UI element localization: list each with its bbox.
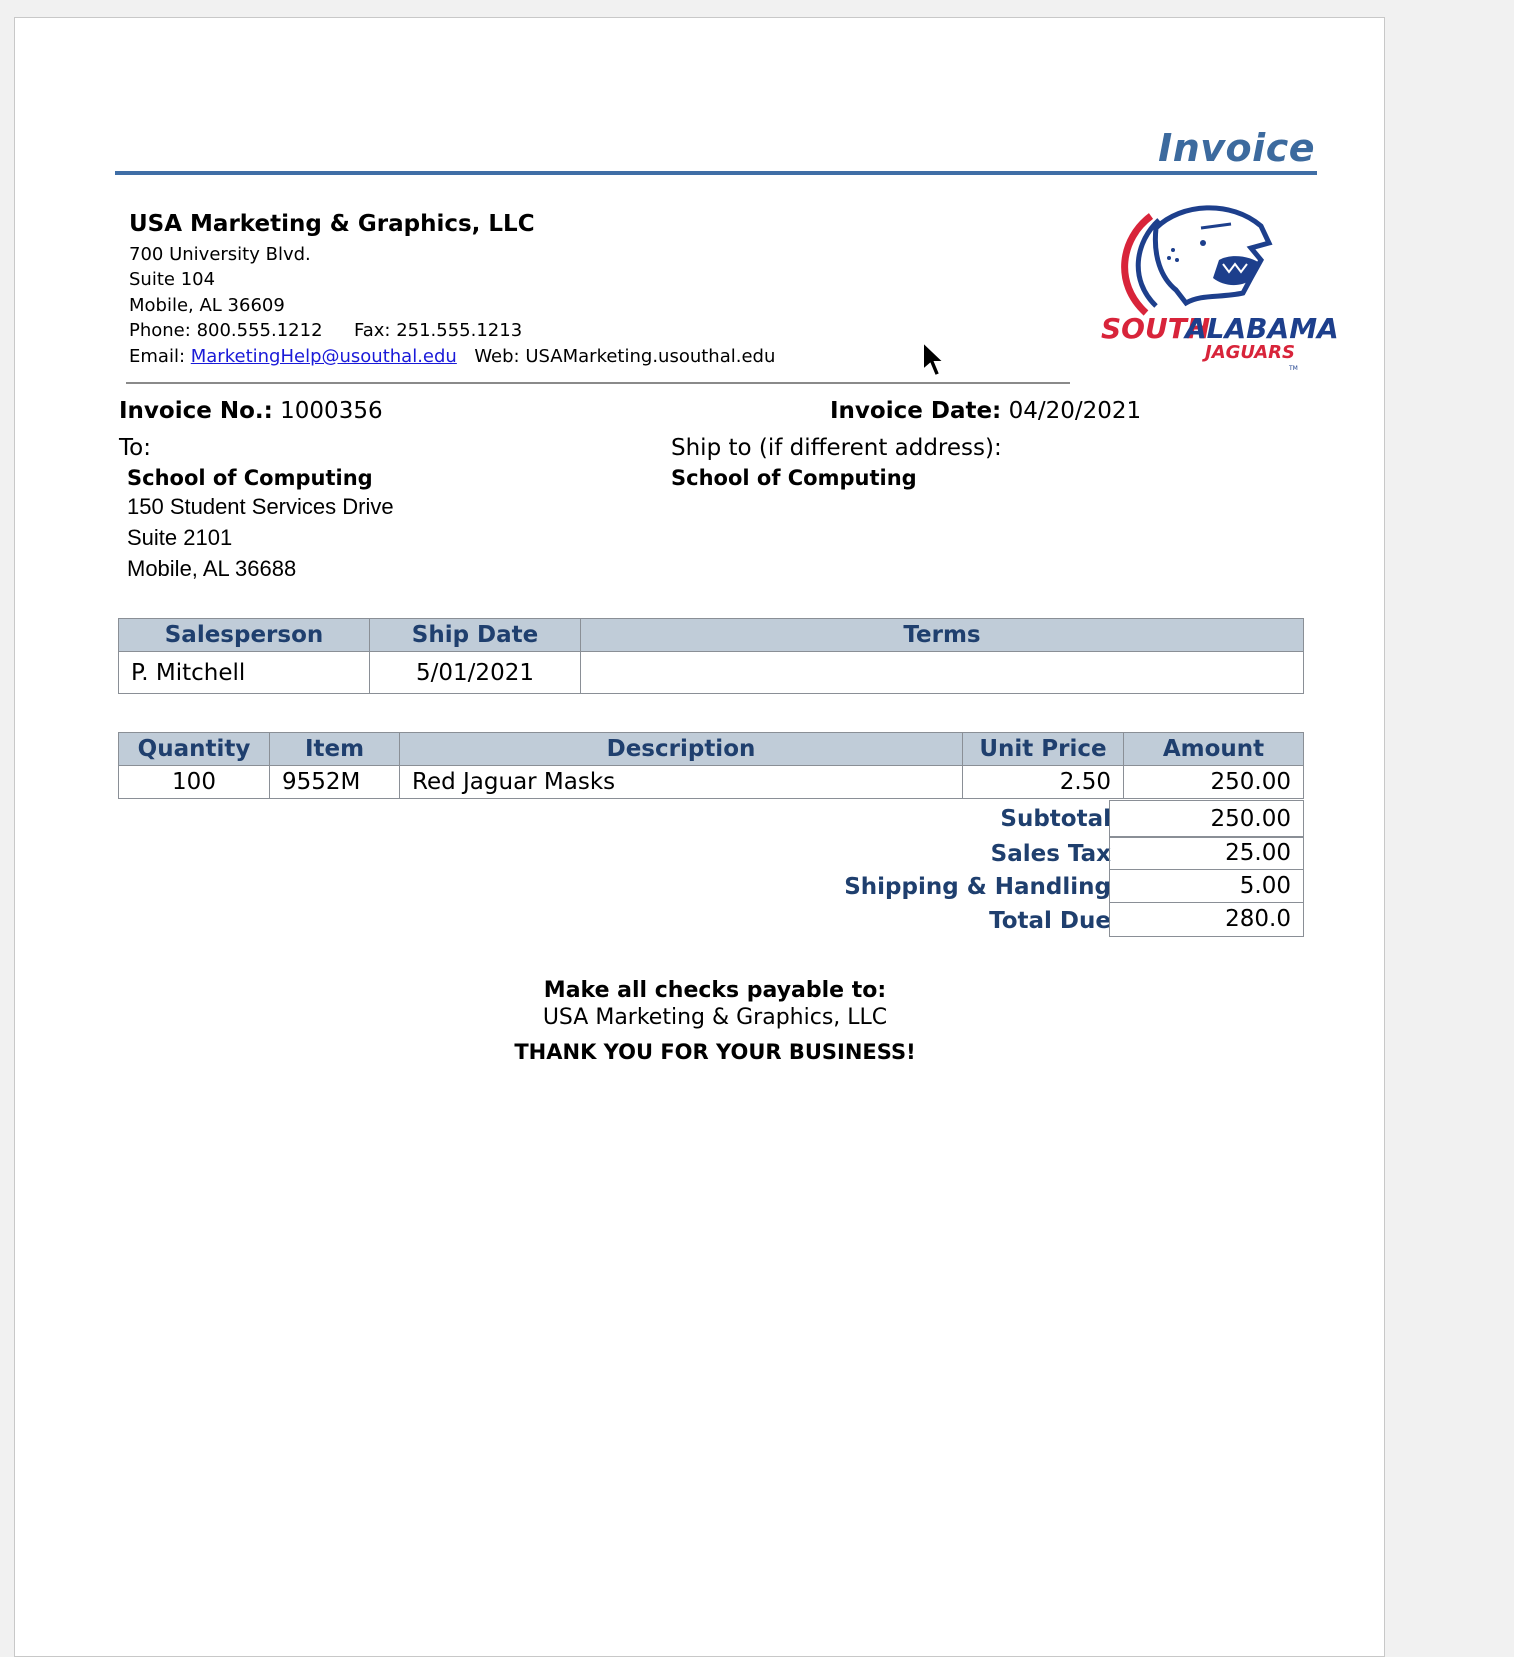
ship-date-value: 5/01/2021 (370, 652, 581, 694)
mouse-pointer-icon (921, 340, 947, 380)
web-address: USAMarketing.usouthal.edu (525, 346, 776, 367)
invoice-date-line (830, 398, 1141, 424)
terms-header: Terms (581, 619, 1304, 652)
quantity-cell: 100 (119, 766, 270, 799)
description-cell: Red Jaguar Masks (400, 766, 963, 799)
amount-cell: 250.00 (1124, 766, 1304, 799)
sales-tax-value: 25.00 (1109, 836, 1304, 870)
description-header: Description (400, 733, 963, 766)
ship-to-label: Ship to (if different address): (671, 435, 1002, 461)
email-link[interactable]: MarketingHelp@usouthal.edu (190, 346, 457, 367)
total-due-value: 280.0 (1109, 902, 1304, 937)
logo-text-south: SOUTH (1101, 312, 1211, 345)
bill-to-label: To: (119, 435, 151, 461)
payable-label: Make all checks payable to: (543, 978, 887, 1003)
company-phone-fax (129, 320, 522, 341)
bill-to-city: Mobile, AL 36688 (127, 556, 297, 581)
company-city: Mobile, AL 36609 (129, 295, 285, 316)
sender-rule (126, 382, 1070, 384)
company-address-line2: Suite 104 (129, 269, 216, 290)
total-due-label: Total Due (989, 908, 1111, 934)
company-name: USA Marketing & Graphics, LLC (129, 211, 535, 237)
ship-to-name: School of Computing (671, 466, 917, 490)
fax-label: Fax: (354, 320, 391, 341)
web-label: Web: (474, 346, 520, 367)
amount-header: Amount (1124, 733, 1304, 766)
table-row (119, 766, 1304, 799)
shipping-label: Shipping & Handling (844, 874, 1111, 900)
south-alabama-jaguars-logo (1101, 198, 1339, 378)
payable-to: USA Marketing & Graphics, LLC (542, 1005, 888, 1030)
unit-price-header: Unit Price (963, 733, 1124, 766)
phone-label: Phone: (129, 320, 191, 341)
subtotal-label: Subtotal (1000, 806, 1111, 832)
title-rule (115, 171, 1317, 175)
invoice-number-line (119, 398, 383, 424)
company-address-line1: 700 University Blvd. (129, 244, 311, 265)
bill-to-address1: 150 Student Services Drive (127, 494, 394, 519)
invoice-date-label: Invoice Date: (830, 398, 1002, 424)
thank-you-message: THANK YOU FOR YOUR BUSINESS! (514, 1040, 916, 1064)
order-info-table (118, 618, 1304, 694)
item-cell: 9552M (270, 766, 400, 799)
logo-text-alabama: ALABAMA (1185, 312, 1339, 345)
invoice-title: Invoice (1158, 126, 1315, 170)
sales-tax-label: Sales Tax (990, 841, 1111, 867)
subtotal-value: 250.00 (1109, 800, 1304, 838)
salesperson-header: Salesperson (119, 619, 370, 652)
email-label: Email: (129, 346, 186, 367)
bill-to-address2: Suite 2101 (127, 525, 233, 550)
invoice-number: 1000356 (280, 398, 383, 424)
fax-number: 251.555.1213 (396, 320, 523, 341)
item-header: Item (270, 733, 400, 766)
logo-text-jaguars: JAGUARS (1205, 342, 1295, 363)
company-email-web (129, 346, 775, 367)
salesperson-value: P. Mitchell (119, 652, 370, 694)
invoice-date: 04/20/2021 (1008, 398, 1142, 424)
invoice-page (14, 17, 1385, 1657)
invoice-number-label: Invoice No.: (119, 398, 273, 424)
ship-date-header: Ship Date (370, 619, 581, 652)
terms-value (581, 652, 1304, 694)
shipping-value: 5.00 (1109, 869, 1304, 903)
quantity-header: Quantity (119, 733, 270, 766)
line-items-table (118, 732, 1304, 799)
phone-number: 800.555.1212 (196, 320, 323, 341)
logo-text-tm: TM (1289, 365, 1298, 372)
unit-price-cell: 2.50 (963, 766, 1124, 799)
bill-to-name: School of Computing (127, 466, 373, 490)
